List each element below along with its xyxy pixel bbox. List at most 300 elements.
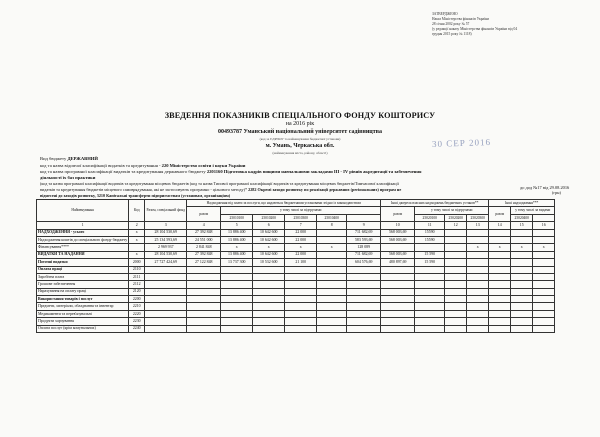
- cell-value: [445, 259, 467, 266]
- cell-value: x: [285, 244, 317, 251]
- row-name: Використання товарів і послуг: [37, 296, 129, 303]
- cell-value: [511, 236, 533, 243]
- cell-value: [317, 266, 347, 273]
- cell-value: [533, 273, 555, 280]
- cell-value: [187, 281, 221, 288]
- header-own-revenue: Надходження від плати за послуги, що надаються бюджетними установами згідно із законодавством: [187, 200, 381, 207]
- cell-value: [145, 310, 187, 317]
- header-code-col: 25010100: [221, 214, 253, 221]
- row-code: 2000: [129, 259, 145, 266]
- table-row: [37, 303, 555, 310]
- cell-value: [489, 236, 511, 243]
- cell-value: [533, 229, 555, 236]
- cell-value: [489, 296, 511, 303]
- row-name: Оплата послуг (крім комунальних): [37, 325, 129, 332]
- cell-value: [467, 318, 489, 325]
- cell-value: [285, 310, 317, 317]
- cell-value: [347, 318, 381, 325]
- row-name: Надходження коштів до спеціального фонду бюджету: [37, 236, 129, 243]
- cell-value: [533, 259, 555, 266]
- column-number: 11: [415, 222, 445, 229]
- approval-line: 28 січня 2002 року № 57: [432, 22, 470, 26]
- header-name: Найменування: [37, 200, 129, 222]
- cell-value: [381, 310, 415, 317]
- cell-value: [145, 296, 187, 303]
- header-code-col: 25010400: [317, 214, 347, 221]
- cell-value: [533, 318, 555, 325]
- cell-value: [381, 318, 415, 325]
- cell-value: [187, 273, 221, 280]
- cell-value: [415, 296, 445, 303]
- organization-name: 00493787 Уманський національний університет садівництва: [218, 129, 382, 135]
- row-code: 2111: [129, 273, 145, 280]
- cell-value: 583 593,69: [347, 236, 381, 243]
- header-code-col: 25020200: [445, 214, 467, 221]
- received-stamp: 30 СЕР 2016: [431, 136, 492, 150]
- cell-value: [467, 288, 489, 295]
- cell-value: 21 100: [285, 259, 317, 266]
- cell-value: [467, 251, 489, 258]
- cell-value: 2 969 937: [145, 244, 187, 251]
- info-line: віднесені до заходів розвитку, 3210 Капітальні трансферти підприємствам (установам, організаціям): [40, 193, 231, 198]
- cell-value: 568 003,69: [381, 229, 415, 236]
- cell-value: 604 576,69: [347, 259, 381, 266]
- cell-value: [253, 296, 285, 303]
- row-name: Грошове забезпечення: [37, 281, 129, 288]
- cell-value: [511, 318, 533, 325]
- cell-value: [145, 266, 187, 273]
- header-other-sources: Інші джерела власних надходжень бюджетних установ**: [381, 200, 489, 207]
- cell-value: [445, 288, 467, 295]
- cell-value: 711 682,69: [347, 229, 381, 236]
- column-number: 10: [381, 222, 415, 229]
- row-code: 2220: [129, 310, 145, 317]
- cell-value: [511, 288, 533, 295]
- budget-type-value: ДЕРЖАВНИЙ: [67, 156, 98, 161]
- cell-value: x: [533, 244, 555, 251]
- row-code: x: [129, 251, 145, 258]
- cell-value: 13 886 400: [221, 251, 253, 258]
- cell-value: [415, 318, 445, 325]
- cell-value: [317, 273, 347, 280]
- cell-value: [533, 310, 555, 317]
- header-code-col: [533, 214, 555, 221]
- cell-value: [489, 281, 511, 288]
- cell-value: [221, 288, 253, 295]
- cell-value: x: [317, 244, 347, 251]
- table-row: [37, 251, 555, 258]
- cell-value: 27 392 848: [187, 229, 221, 236]
- cell-value: [381, 325, 415, 332]
- column-number: 1: [37, 222, 129, 229]
- approval-block: [432, 12, 592, 37]
- table-row: [37, 288, 555, 295]
- cell-value: [221, 296, 253, 303]
- row-code: 2112: [129, 281, 145, 288]
- cell-value: [317, 251, 347, 258]
- cell-value: [489, 229, 511, 236]
- cell-value: [415, 244, 445, 251]
- table-row: [37, 229, 555, 236]
- cell-value: [317, 229, 347, 236]
- cell-value: 27 392 848: [187, 251, 221, 258]
- cell-value: [381, 303, 415, 310]
- cell-value: [187, 310, 221, 317]
- cell-value: [347, 273, 381, 280]
- cell-value: [317, 318, 347, 325]
- cell-value: [489, 318, 511, 325]
- cell-value: [317, 236, 347, 243]
- cell-value: 2 841 848: [187, 244, 221, 251]
- cell-value: [511, 229, 533, 236]
- cell-value: [253, 303, 285, 310]
- table-row: [37, 281, 555, 288]
- info-line: видатків та кредитування бюджетів місцевого самоврядування, які не застосовують програмно - цільового методу)* 2282 Окремі заходи розвитку по реалізації державних (регіональних) програм не: [40, 187, 402, 192]
- header-code-col: 25020400: [511, 214, 533, 221]
- cell-value: [187, 266, 221, 273]
- city-note: (найменування міста, району, області): [272, 151, 328, 155]
- cell-value: 10 642 600: [253, 229, 285, 236]
- cell-value: [489, 266, 511, 273]
- cell-value: [145, 318, 187, 325]
- info-line: код та назва відомчої класифікації видатків та кредитування - 220 Міністерство освіти і науки України: [40, 163, 246, 168]
- approval-line: (у редакції наказу Міністерства фінансів України від 04: [432, 27, 518, 31]
- cell-value: 22 000: [285, 236, 317, 243]
- cell-value: 15 590: [415, 259, 445, 266]
- currency-unit: (грн): [552, 190, 561, 195]
- cell-value: 13 886 400: [221, 229, 253, 236]
- cell-value: [285, 266, 317, 273]
- info-line: код та назва програмної класифікації видатків та кредитування державного бюджету 2201160 Підготовка кадрів вищими навчальними закладами III - IV рівнів акредитації та забезпечення: [40, 169, 422, 174]
- cell-value: 128 089: [347, 244, 381, 251]
- document-year: на 2016 рік: [285, 121, 315, 127]
- cell-value: [511, 296, 533, 303]
- cell-value: [445, 251, 467, 258]
- cell-value: [285, 281, 317, 288]
- cell-value: [445, 296, 467, 303]
- row-code: 2200: [129, 296, 145, 303]
- cell-value: [533, 236, 555, 243]
- cell-value: x: [511, 244, 533, 251]
- column-number: 8: [317, 222, 347, 229]
- row-name: Заробітна плата: [37, 273, 129, 280]
- table-row: [37, 266, 555, 273]
- cell-value: [381, 288, 415, 295]
- table-row: [37, 244, 555, 251]
- row-name: Нарахування на оплату праці: [37, 288, 129, 295]
- cell-value: 13 886 400: [221, 236, 253, 243]
- cell-value: [489, 325, 511, 332]
- cell-value: [381, 244, 415, 251]
- cell-value: [145, 325, 187, 332]
- cell-value: [533, 266, 555, 273]
- cell-value: x: [221, 244, 253, 251]
- cell-value: [415, 273, 445, 280]
- header-code-col: 25010300: [285, 214, 317, 221]
- cell-value: [187, 325, 221, 332]
- cell-value: [445, 266, 467, 273]
- cell-value: [445, 281, 467, 288]
- cell-value: 15590: [415, 236, 445, 243]
- cell-value: 24 551 000: [187, 236, 221, 243]
- header-code-col: 25010200: [253, 214, 285, 221]
- cell-value: 10 642 600: [253, 251, 285, 258]
- cell-value: [221, 281, 253, 288]
- info-line: діяльності їх баз практики: [40, 175, 96, 180]
- cell-value: x: [467, 244, 489, 251]
- column-number-row: [37, 222, 555, 229]
- cell-value: [187, 296, 221, 303]
- cell-value: [415, 310, 445, 317]
- header-other-income: Інші надходження***: [489, 200, 555, 207]
- cell-value: [533, 288, 555, 295]
- table-row: [37, 273, 555, 280]
- cell-value: [317, 296, 347, 303]
- cell-value: [467, 259, 489, 266]
- cell-value: [381, 296, 415, 303]
- approval-line: ЗАТВЕРДЖЕНО: [432, 12, 458, 16]
- cell-value: 27 727 424,69: [145, 259, 187, 266]
- budget-type-line: [40, 156, 98, 161]
- row-name: Оплата праці: [37, 266, 129, 273]
- cell-value: [467, 303, 489, 310]
- cell-value: [415, 288, 445, 295]
- cell-value: 13 737 300: [221, 259, 253, 266]
- cell-value: 10 642 600: [253, 236, 285, 243]
- cell-value: [253, 273, 285, 280]
- cell-value: [445, 303, 467, 310]
- row-name: Предмети, матеріали, обладнання та інвентар: [37, 303, 129, 310]
- cell-value: 22 000: [285, 251, 317, 258]
- cell-value: [489, 259, 511, 266]
- cell-value: 27 122 848: [187, 259, 221, 266]
- cell-value: [317, 288, 347, 295]
- column-number: 3: [145, 222, 187, 229]
- cell-value: [253, 288, 285, 295]
- row-code: 2120: [129, 288, 145, 295]
- cell-value: [467, 325, 489, 332]
- table-row: [37, 325, 555, 332]
- cell-value: [533, 325, 555, 332]
- cell-value: [253, 266, 285, 273]
- cell-value: [221, 310, 253, 317]
- column-number: 15: [511, 222, 533, 229]
- table-row: [37, 318, 555, 325]
- cell-value: [511, 281, 533, 288]
- cell-value: [285, 273, 317, 280]
- cell-value: [347, 288, 381, 295]
- cell-value: [533, 251, 555, 258]
- row-name: Фінансування****: [37, 244, 129, 251]
- approval-line: Наказ Міністерства фінансів України: [432, 17, 489, 21]
- column-number: 9: [347, 222, 381, 229]
- cell-value: [415, 281, 445, 288]
- cell-value: 15590: [415, 229, 445, 236]
- cell-value: 711 682,69: [347, 251, 381, 258]
- cell-value: [381, 273, 415, 280]
- budget-type-label: Вид бюджету: [40, 156, 67, 161]
- cell-value: [511, 259, 533, 266]
- cell-value: [221, 303, 253, 310]
- cell-value: [489, 288, 511, 295]
- row-code: x: [129, 229, 145, 236]
- table-row: [37, 236, 555, 243]
- cell-value: [415, 266, 445, 273]
- cell-value: [467, 273, 489, 280]
- cell-value: [347, 281, 381, 288]
- cell-value: [511, 251, 533, 258]
- cell-value: x: [489, 244, 511, 251]
- cell-value: 568 003,69: [381, 251, 415, 258]
- cell-value: [347, 296, 381, 303]
- cell-value: [533, 281, 555, 288]
- header-subtotal-2: разом: [381, 207, 415, 222]
- cell-value: 568 003,69: [381, 236, 415, 243]
- cell-value: x: [253, 244, 285, 251]
- cell-value: 28 104 530,69: [145, 229, 187, 236]
- cell-value: 28 104 530,69: [145, 251, 187, 258]
- header-subgroups-2: у тому числі за підгрупами: [415, 207, 489, 214]
- header-code-col: [347, 214, 381, 221]
- cell-value: [415, 303, 445, 310]
- info-line: (код та назва програмної класифікації видатків та кредитування місцевих бюджетів (код та назва Типової програмної класифікації видатків та кредитування місцевих бюджетів/Тимчасової класифікації: [40, 181, 399, 186]
- cell-value: [347, 303, 381, 310]
- column-number: 7: [285, 222, 317, 229]
- cell-value: [253, 325, 285, 332]
- row-code: x: [129, 236, 145, 243]
- approval-line: грудня 2015 року № 1118): [432, 32, 472, 36]
- cell-value: [317, 259, 347, 266]
- cell-value: [511, 303, 533, 310]
- cell-value: [489, 273, 511, 280]
- header-subtotal: разом: [187, 207, 221, 222]
- table-row: [37, 310, 555, 317]
- document-title: ЗВЕДЕННЯ ПОКАЗНИКІВ СПЕЦІАЛЬНОГО ФОНДУ КОШТОРИСУ: [164, 111, 436, 120]
- organization-note: (код за ЄДРПОУ та найменування бюджетної установи): [259, 137, 341, 141]
- cell-value: [347, 310, 381, 317]
- cell-value: [511, 273, 533, 280]
- cell-value: [285, 303, 317, 310]
- row-name: Медикаменти та перев'язувальні: [37, 310, 129, 317]
- cell-value: [221, 325, 253, 332]
- cell-value: [489, 251, 511, 258]
- cell-value: [445, 310, 467, 317]
- cell-value: [511, 325, 533, 332]
- header-code-col: 25020100: [415, 214, 445, 221]
- column-number: 5: [221, 222, 253, 229]
- column-number: 14: [489, 222, 511, 229]
- cell-value: [445, 318, 467, 325]
- cell-value: [285, 318, 317, 325]
- cell-value: [253, 281, 285, 288]
- cell-value: 480 897,69: [381, 259, 415, 266]
- header-subgroups: у тому числі за підгрупами: [221, 207, 381, 214]
- cell-value: [489, 303, 511, 310]
- header-kinds: у тому числі за видами: [511, 207, 555, 214]
- header-total: Разом, спеціальний фонд: [145, 200, 187, 222]
- row-name: Продукти харчування: [37, 318, 129, 325]
- cell-value: [381, 281, 415, 288]
- city: м. Умань, Черкаська обл.: [265, 143, 335, 149]
- cell-value: [445, 229, 467, 236]
- cell-value: [347, 325, 381, 332]
- cell-value: [285, 288, 317, 295]
- cell-value: [511, 266, 533, 273]
- cell-value: [467, 236, 489, 243]
- cell-value: [467, 296, 489, 303]
- row-name: Поточні видатки: [37, 259, 129, 266]
- cell-value: [285, 325, 317, 332]
- cell-value: [253, 310, 285, 317]
- cell-value: [533, 303, 555, 310]
- cell-value: [317, 325, 347, 332]
- cell-value: 25 134 593,69: [145, 236, 187, 243]
- row-name: НАДХОДЖЕННЯ - усього: [37, 229, 129, 236]
- column-number: 6: [253, 222, 285, 229]
- table-row: [37, 259, 555, 266]
- cell-value: [145, 288, 187, 295]
- row-code: [129, 244, 145, 251]
- cell-value: [445, 236, 467, 243]
- cell-value: [317, 281, 347, 288]
- cell-value: [467, 310, 489, 317]
- column-number: 13: [467, 222, 489, 229]
- cell-value: [187, 318, 221, 325]
- table-row: [37, 296, 555, 303]
- row-name: ВИДАТКИ ТА НАДАННЯ: [37, 251, 129, 258]
- cell-value: 15 590: [415, 251, 445, 258]
- header-code-col: 25020300: [467, 214, 489, 221]
- cell-value: [533, 296, 555, 303]
- cell-value: [221, 273, 253, 280]
- row-code: 2210: [129, 303, 145, 310]
- cell-value: [317, 303, 347, 310]
- cell-value: [445, 325, 467, 332]
- cell-value: 22 000: [285, 229, 317, 236]
- cell-value: [145, 303, 187, 310]
- doc-date: до дод №17 від 29.08.2016: [520, 185, 570, 190]
- cell-value: [467, 229, 489, 236]
- cell-value: [511, 310, 533, 317]
- cell-value: [145, 281, 187, 288]
- cell-value: [145, 273, 187, 280]
- cell-value: [187, 303, 221, 310]
- cell-value: [253, 318, 285, 325]
- column-number: 12: [445, 222, 467, 229]
- cell-value: [317, 310, 347, 317]
- cell-value: [187, 288, 221, 295]
- cell-value: [445, 273, 467, 280]
- header-code: Код: [129, 200, 145, 222]
- column-number: 2: [129, 222, 145, 229]
- cell-value: [221, 318, 253, 325]
- cell-value: [381, 266, 415, 273]
- column-number: 16: [533, 222, 555, 229]
- row-code: 2240: [129, 325, 145, 332]
- row-code: 2230: [129, 318, 145, 325]
- cell-value: [489, 310, 511, 317]
- cell-value: [221, 266, 253, 273]
- cell-value: [467, 281, 489, 288]
- cell-value: [445, 244, 467, 251]
- budget-table: [36, 199, 555, 333]
- cell-value: [285, 296, 317, 303]
- column-number: 4: [187, 222, 221, 229]
- cell-value: [347, 266, 381, 273]
- cell-value: [415, 325, 445, 332]
- cell-value: 10 532 600: [253, 259, 285, 266]
- cell-value: [467, 266, 489, 273]
